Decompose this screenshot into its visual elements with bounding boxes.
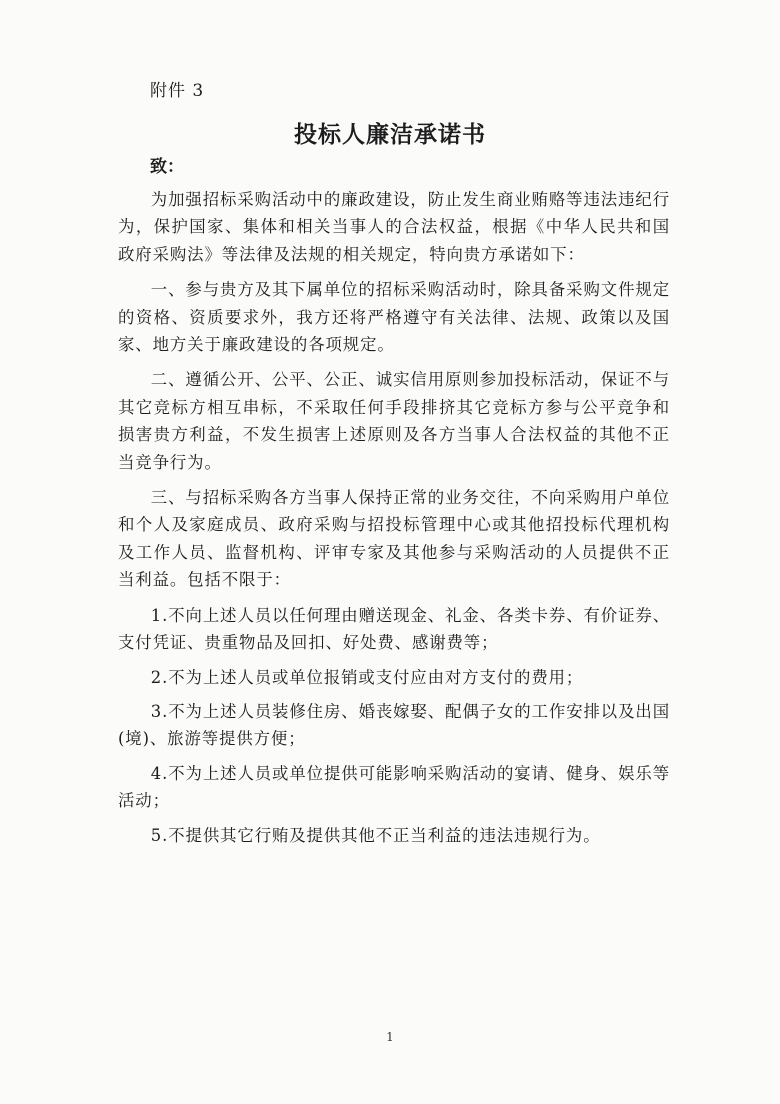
document-body bbox=[118, 186, 670, 856]
intro-paragraph: 为加强招标采购活动中的廉政建设，防止发生商业贿赂等违法违纪行为，保护国家、集体和相关当事人的合法权益，根据《中华人民共和国政府采购法》等法律及法规的相关规定，特向贵方承诺如下： bbox=[118, 190, 670, 264]
annex-label: 附件 3 bbox=[150, 81, 205, 101]
sub-item-1: 1.不向上述人员以任何理由赠送现金、礼金、各类卡券、有价证券、支付凭证、贵重物品及回扣、好处费、感谢费等； bbox=[118, 605, 670, 653]
sub-item-3: 3.不为上述人员装修住房、婚丧嫁娶、配偶子女的工作安排以及出国(境)、旅游等提供方便； bbox=[118, 701, 670, 749]
document-title: 投标人廉洁承诺书 bbox=[294, 121, 486, 148]
sub-item-4: 4.不为上述人员或单位提供可能影响采购活动的宴请、健身、娱乐等活动； bbox=[118, 763, 670, 811]
page-number: 1 bbox=[386, 1030, 394, 1044]
addressee: 致： bbox=[150, 157, 184, 177]
sub-item-2: 2.不为上述人员或单位报销或支付应由对方支付的费用； bbox=[150, 667, 584, 687]
clause-3-paragraph: 三、与招标采购各方当事人保持正常的业务交往，不向采购用户单位和个人及家庭成员、政府采购与招投标管理中心或其他招投标代理机构及工作人员、监督机构、评审专家及其他参与采购活动的人员提供不正当利益。包括不限于： bbox=[118, 488, 670, 590]
clause-1-paragraph: 一、参与贵方及其下属单位的招标采购活动时，除具备采购文件规定的资格、资质要求外，我方还将严格遵守有关法律、法规、政策以及国家、地方关于廉政建设的各项规定。 bbox=[118, 280, 670, 355]
clause-2-paragraph: 二、遵循公开、公平、公正、诚实信用原则参加投标活动，保证不与其它竞标方相互串标，不采取任何手段排挤其它竞标方参与公平竞争和损害贵方利益，不发生损害上述原则及各方当事人合法权益的其他不正当竞争行为。 bbox=[118, 370, 670, 472]
sub-item-5: 5.不提供其它行贿及提供其他不正当利益的违法违规行为。 bbox=[150, 825, 601, 845]
